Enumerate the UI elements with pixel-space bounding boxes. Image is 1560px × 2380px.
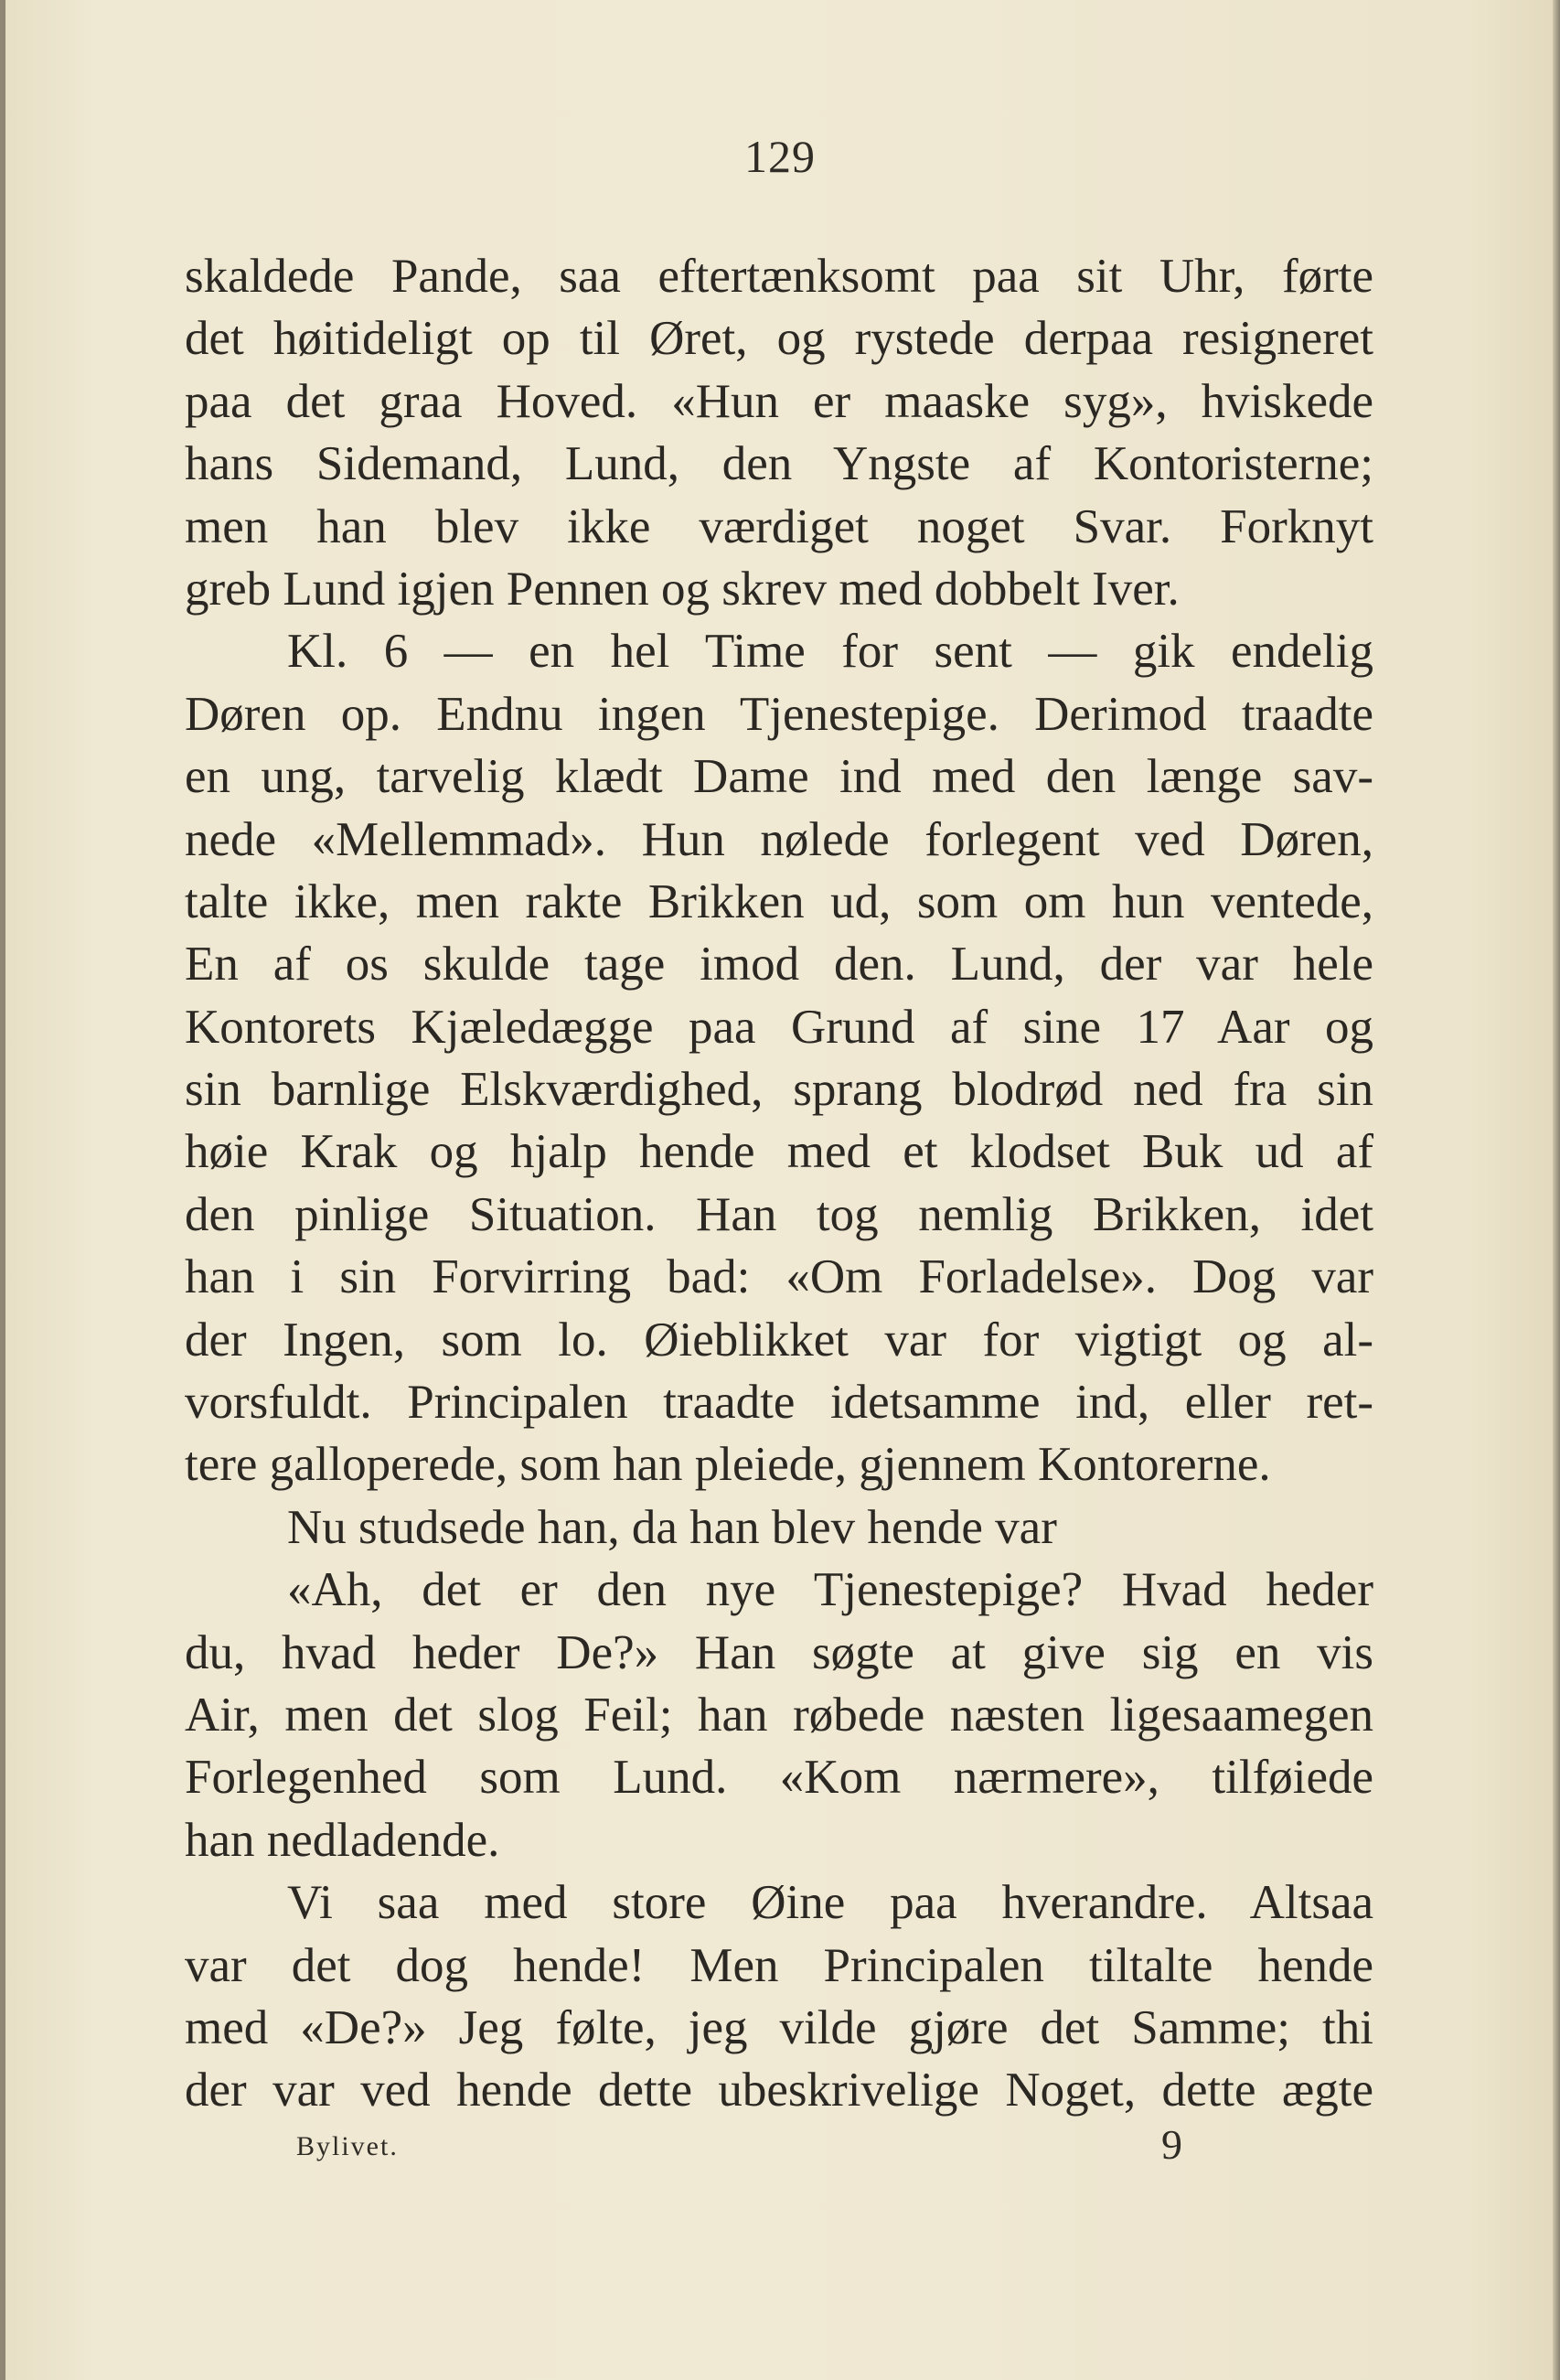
text-line: sin barnlige Elskværdighed, sprang blodrød ned fra sin xyxy=(185,1063,1373,1117)
text-line: paa det graa Hoved. «Hun er maaske syg», hviskede xyxy=(185,374,1373,428)
text-line: Kontorets Kjæledægge paa Grund af sine 17 Aar og xyxy=(185,1000,1373,1054)
sheet-number: 9 xyxy=(1161,2121,1182,2168)
text-line: greb Lund igjen Pennen og skrev med dobbelt Iver. xyxy=(185,562,1180,616)
text-line: Forlegenhed som Lund. «Kom nærmere», tilføiede xyxy=(185,1751,1373,1805)
text-line: men han blev ikke værdiget noget Svar. Forknyt xyxy=(185,499,1373,553)
text-line: Nu studsede han, da han blev hende var xyxy=(287,1500,1057,1554)
text-line: nede «Mellemmad». Hun nølede forlegent ved Døren, xyxy=(185,812,1373,866)
page-number: 129 xyxy=(744,131,816,182)
text-line: En af os skulde tage imod den. Lund, der var hele xyxy=(185,938,1373,992)
text-line: talte ikke, men rakte Brikken ud, som om hun ventede, xyxy=(185,874,1373,928)
page-right-edge xyxy=(1553,0,1560,2380)
text-line: han nedladende. xyxy=(185,1813,500,1867)
text-line: Vi saa med store Øine paa hverandre. Altsaa xyxy=(287,1876,1373,1930)
text-line: «Ah, det er den nye Tjenestepige? Hvad heder xyxy=(287,1563,1373,1617)
text-line: med «De?» Jeg følte, jeg vilde gjøre det Samme; thi xyxy=(185,2000,1373,2054)
text-line: Air, men det slog Feil; han røbede næsten ligesaamegen xyxy=(185,1688,1373,1742)
text-line: vorsfuldt. Principalen traadte idetsamme ind, eller ret- xyxy=(185,1376,1373,1430)
text-line: høie Krak og hjalp hende med et klodset Buk ud af xyxy=(185,1125,1373,1179)
page-footer xyxy=(185,2120,1373,2175)
text-line: en ung, tarvelig klædt Dame ind med den længe sav- xyxy=(185,750,1373,804)
text-line: tere galloperede, som han pleiede, gjennem Kontorerne. xyxy=(185,1438,1271,1492)
text-line: der var ved hende dette ubeskrivelige Noget, dette ægte xyxy=(185,2064,1373,2117)
text-line: der Ingen, som lo. Øieblikket var for vigtigt og al- xyxy=(185,1313,1373,1367)
text-line: Døren op. Endnu ingen Tjenestepige. Derimod traadte xyxy=(185,687,1373,741)
text-line: det høitideligt op til Øret, og rystede derpaa resigneret xyxy=(185,312,1373,366)
text-line: var det dog hende! Men Principalen tiltalte hende xyxy=(185,1938,1373,1992)
text-line: han i sin Forvirring bad: «Om Forladelse». Dog var xyxy=(185,1250,1373,1304)
text-line: hans Sidemand, Lund, den Yngste af Kontoristerne; xyxy=(185,437,1373,491)
signature-mark: Bylivet. xyxy=(296,2131,399,2161)
text-line: skaldede Pande, saa eftertænksomt paa sit Uhr, førte xyxy=(185,250,1373,303)
text-line: den pinlige Situation. Han tog nemlig Brikken, idet xyxy=(185,1187,1373,1241)
page-left-edge xyxy=(0,0,5,2380)
body-text xyxy=(185,245,1373,2122)
text-line: du, hvad heder De?» Han søgte at give sig en vis xyxy=(185,1625,1373,1679)
text-line: Kl. 6 — en hel Time for sent — gik endelig xyxy=(287,625,1373,679)
